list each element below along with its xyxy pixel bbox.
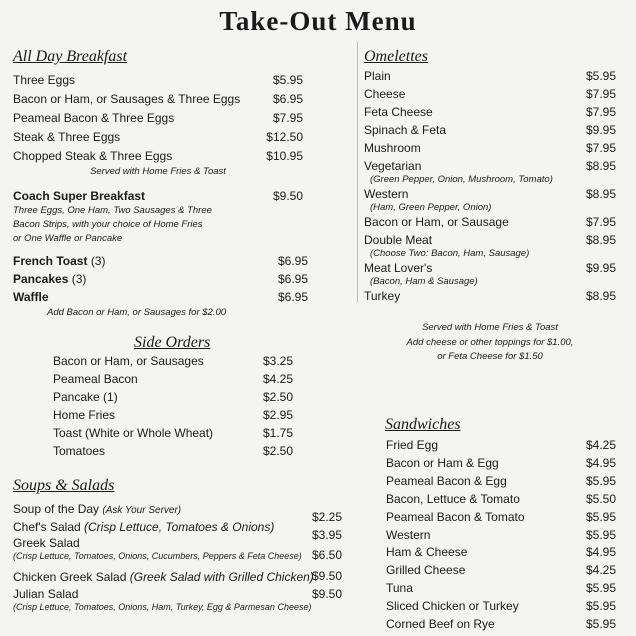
soup-of-the-day: Soup of the Day (Ask Your Server) [13,502,182,516]
breakfast-heading: All Day Breakfast [13,48,128,65]
julian-salad: Julian Salad [13,587,79,601]
greek-salad-desc: (Crisp Lettuce, Tomatoes, Onions, Cucumbers, Peppers & Feta Cheese) [13,551,302,561]
chefs-salad: Chef's Salad (Crisp Lettuce, Tomatoes & Onions) [13,520,275,534]
coach-desc-line2: Bacon Strips, with your choice of Home Fries [13,219,203,230]
omelette-price: $5.95 [585,69,616,83]
side-order-price: $2.50 [262,444,293,458]
french-toast: French Toast (3) [13,254,106,268]
omelette-price: $7.95 [585,87,616,101]
sandwich-price: $5.95 [585,617,616,631]
sandwich-item: Bacon or Ham & Egg [386,455,499,470]
omelette-item: Plain [364,69,391,83]
omelette-price: $8.95 [585,159,616,173]
sandwich-price: $4.25 [585,438,616,452]
omelette-desc: (Choose Two: Bacon, Ham, Sausage) [370,248,530,259]
omelette-price: $8.95 [585,187,616,201]
sandwich-price: $4.95 [585,545,616,560]
breakfast-item: Peameal Bacon & Three Eggs [13,111,175,125]
sandwich-price: $5.95 [585,581,616,596]
breakfast-item-price: $7.95 [272,111,303,125]
omelette-price: $7.95 [585,215,616,229]
sandwich-price: $5.95 [585,527,616,542]
omelette-item: Vegetarian [364,159,422,173]
pancakes: Pancakes (3) [13,272,87,286]
menu-title: Take-Out Menu [219,6,417,36]
omelette-price: $9.95 [585,261,616,275]
side-order-price: $2.95 [262,408,293,422]
side-order-item: Pancake (1) [53,390,118,404]
omelette-price: $7.95 [585,105,616,119]
omelette-item: Feta Cheese [364,105,433,119]
breakfast-item: Steak & Three Eggs [13,130,121,144]
omelette-price: $8.95 [585,289,616,303]
omelette-price: $7.95 [585,141,616,155]
side-order-item: Toast (White or Whole Wheat) [53,426,214,440]
waffle-price: $6.95 [277,290,308,304]
breakfast-item: Bacon or Ham, or Sausages & Three Eggs [13,92,241,106]
pancakes-price: $6.95 [277,272,308,286]
breakfast-item: Chopped Steak & Three Eggs [13,149,173,163]
coach-super-breakfast-price: $9.50 [272,189,303,203]
omelette-item: Western [364,187,409,201]
waffle: Waffle [13,290,49,304]
side-order-item: Peameal Bacon [53,372,138,386]
sandwich-item: Corned Beef on Rye [386,617,495,631]
sandwiches-heading: Sandwiches [385,416,461,433]
side-order-price: $1.75 [262,426,293,440]
omelette-desc: (Ham, Green Pepper, Onion) [370,202,492,213]
breakfast-served-note: Served with Home Fries & Toast [90,166,226,177]
sandwich-item: Ham & Cheese [386,545,468,560]
side-order-item: Tomatoes [53,444,106,458]
side-order-item: Bacon or Ham, or Sausages [53,354,204,368]
breakfast-item-price: $10.95 [266,149,303,163]
french-toast-price: $6.95 [277,254,308,268]
chicken-greek-salad: Chicken Greek Salad (Greek Salad with Grilled Chicken) [13,570,314,584]
omelette-item: Spinach & Feta [364,123,447,137]
sandwich-item: Sliced Chicken or Turkey [386,599,519,614]
breakfast-item-price: $12.50 [266,130,303,144]
sandwich-price: $5.50 [585,491,616,506]
column-divider [357,42,358,302]
julian-salad-price: $9.50 [311,587,342,601]
greek-salad: Greek Salad [13,536,80,550]
sandwich-item: Tuna [386,581,413,596]
greek-salad-price: $6.50 [311,548,342,562]
omelette-desc: (Bacon, Ham & Sausage) [370,276,478,287]
breakfast-item-price: $6.95 [272,92,303,106]
omelette-item: Turkey [364,289,401,303]
coach-desc-line3: or One Waffle or Pancake [13,233,123,244]
omelette-item: Mushroom [364,141,421,155]
coach-desc-line1: Three Eggs, One Ham, Two Sausages & Three [13,205,212,216]
omelette-price: $9.95 [585,123,616,137]
omelette-item: Double Meat [364,233,433,247]
omelette-note-2: Add cheese or other toppings for $1.00, [406,337,574,348]
omelette-item: Meat Lover's [364,261,433,275]
julian-salad-desc: (Crisp Lettuce, Tomatoes, Onions, Ham, Turkey, Egg & Parmesan Cheese) [13,602,312,612]
omelette-price: $8.95 [585,233,616,247]
chefs-salad-price: $3.95 [311,528,342,542]
sandwich-price: $5.95 [585,473,616,488]
omelette-note-3: or Feta Cheese for $1.50 [437,351,543,362]
breakfast-item: Three Eggs [13,73,76,87]
sandwich-item: Bacon, Lettuce & Tomato [386,491,520,506]
side-order-item: Home Fries [53,408,116,422]
side-orders-heading: Side Orders [134,334,211,351]
coach-super-breakfast: Coach Super Breakfast [13,189,146,203]
omelette-item: Cheese [364,87,406,101]
side-order-price: $4.25 [262,372,293,386]
sandwich-item: Grilled Cheese [386,563,466,578]
omelette-desc: (Green Pepper, Onion, Mushroom, Tomato) [370,174,553,185]
sandwich-item: Peameal Bacon & Egg [386,473,507,488]
sandwich-item: Fried Egg [386,438,439,452]
sandwich-price: $4.95 [585,455,616,470]
breakfast-item-price: $5.95 [272,73,303,87]
sandwich-item: Western [386,527,431,542]
side-order-price: $2.50 [262,390,293,404]
omelettes-heading: Omelettes [364,48,428,65]
omelette-item: Bacon or Ham, or Sausage [364,215,509,229]
chicken-greek-salad-price: $9.50 [311,569,342,583]
breakfast-add-note: Add Bacon or Ham, or Sausages for $2.00 [47,307,227,318]
soup-price: $2.25 [311,510,342,524]
sandwich-price: $5.95 [585,599,616,614]
omelette-note-1: Served with Home Fries & Toast [422,322,558,333]
sandwich-price: $4.25 [585,563,616,578]
sandwich-price: $5.95 [585,509,616,524]
side-order-price: $3.25 [262,354,293,368]
soups-heading: Soups & Salads [13,477,115,494]
sandwich-item: Peameal Bacon & Tomato [386,509,525,524]
